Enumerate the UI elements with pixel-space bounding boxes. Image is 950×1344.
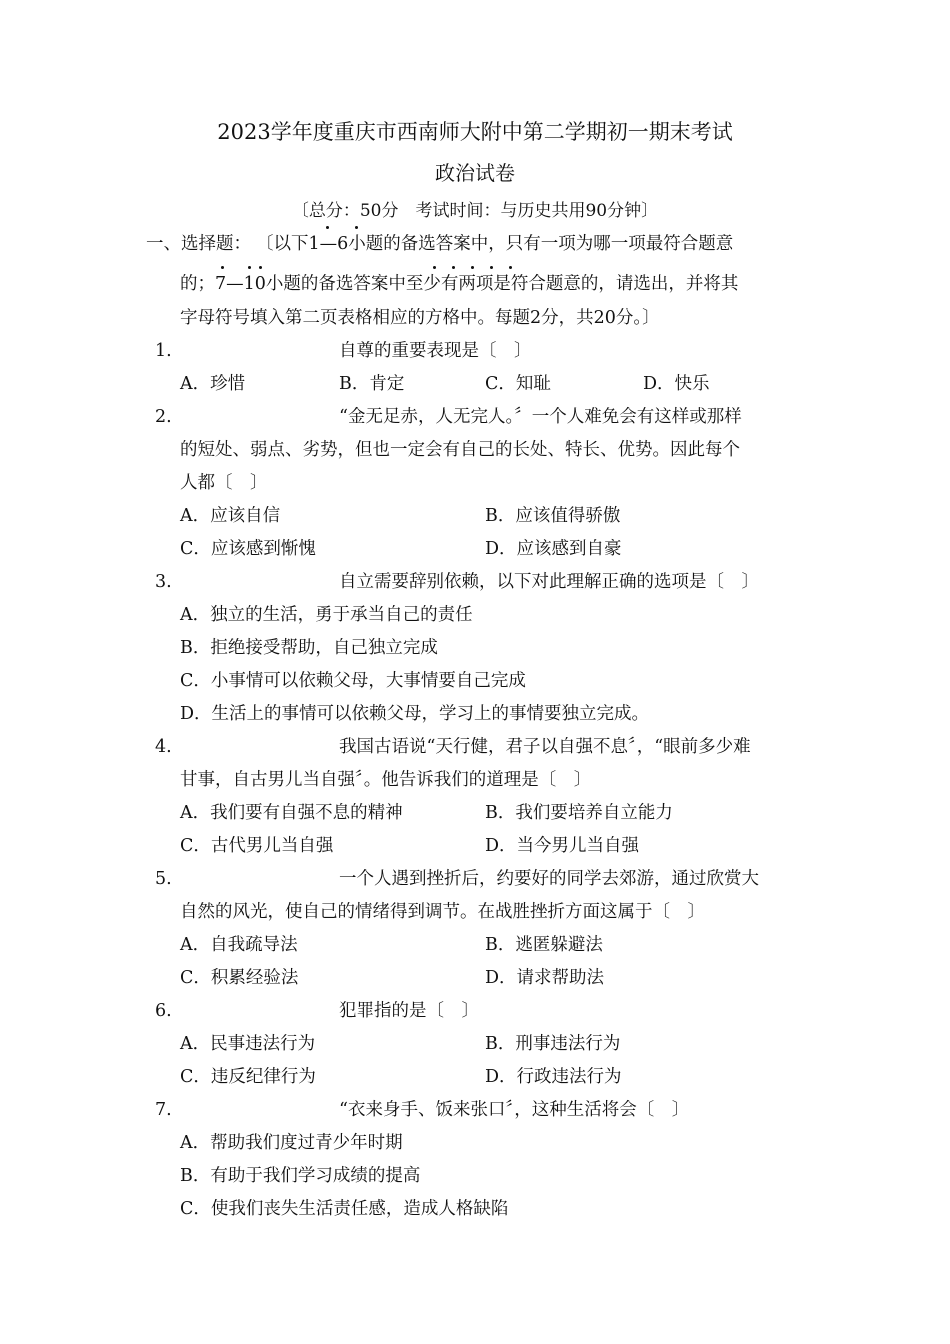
page-subtitle: 政治试卷 <box>435 161 515 185</box>
option-b: B．刑事违法行为 <box>485 1034 621 1054</box>
section-heading: 一、选择题： <box>146 234 251 254</box>
option-d: D．请求帮助法 <box>485 968 605 988</box>
option-a: A．我们要有自强不息的精神 <box>180 803 403 823</box>
option-c: C．古代男儿当自强 <box>180 836 334 856</box>
question-number: 7. <box>155 1100 172 1120</box>
question-number: 2. <box>155 407 172 427</box>
emphasis-dot <box>259 266 262 269</box>
option-c: C．知耻 <box>485 374 551 394</box>
emphasis-dot <box>326 226 329 229</box>
emphasis-dot <box>471 266 474 269</box>
question-stem: “衣来身手、饭来张口〞，这种生活将会〔 〕 <box>339 1100 690 1120</box>
option-c: C．使我们丧失生活责任感，造成人格缺陷 <box>180 1199 509 1219</box>
emphasis-dot <box>452 266 455 269</box>
question-stem: 人都〔 〕 <box>180 473 268 493</box>
option-d: D．行政违法行为 <box>485 1067 622 1087</box>
question-number: 3. <box>155 572 172 592</box>
exam-meta: 〔总分：50分 考试时间：与历史共用90分钟〕 <box>291 201 659 221</box>
option-a: A．珍惜 <box>180 374 246 394</box>
option-a: A．应该自信 <box>180 506 281 526</box>
question-stem: 我国古语说“天行健，君子以自强不息〞，“眼前多少难 <box>339 737 751 757</box>
option-b: B．有助于我们学习成绩的提高 <box>180 1166 421 1186</box>
question-number: 4. <box>155 737 172 757</box>
question-number: 1. <box>155 341 172 361</box>
option-b: B．逃匿躲避法 <box>485 935 603 955</box>
section-instruction-line: 字母符号填入第二页表格相应的方格中。每题2分，共20分。〕 <box>180 308 660 328</box>
option-d: D．应该感到自豪 <box>485 539 622 559</box>
option-d: D．生活上的事情可以依赖父母，学习上的事情要独立完成。 <box>180 704 650 724</box>
emphasis-dot <box>355 226 358 229</box>
option-b: B．应该值得骄傲 <box>485 506 621 526</box>
emphasis-dot <box>221 266 224 269</box>
option-c: C．违反纪律行为 <box>180 1067 316 1087</box>
question-number: 5. <box>155 869 172 889</box>
question-stem: 自尊的重要表现是〔 〕 <box>339 341 532 361</box>
section-instruction-line: 〔以下1—6小题的备选答案中，只有一项为哪一项最符合题意 <box>256 234 734 254</box>
option-d: D．快乐 <box>643 374 710 394</box>
option-d: D．当今男儿当自强 <box>485 836 640 856</box>
option-a: A．自我疏导法 <box>180 935 298 955</box>
option-a: A．帮助我们度过青少年时期 <box>180 1133 403 1153</box>
option-a: A．民事违法行为 <box>180 1034 316 1054</box>
emphasis-dot <box>433 266 436 269</box>
question-stem: 自立需要辞别依赖，以下对此理解正确的选项是〔 〕 <box>339 572 759 592</box>
question-stem: 犯罪指的是〔 〕 <box>339 1001 479 1021</box>
page-title: 2023学年度重庆市西南师大附中第二学期初一期末考试 <box>217 120 733 144</box>
question-stem: 自然的风光，使自己的情绪得到调节。在战胜挫折方面这属于〔 〕 <box>180 902 705 922</box>
option-c: C．积累经验法 <box>180 968 299 988</box>
emphasis-dot <box>490 266 493 269</box>
question-stem: 的短处、弱点、劣势，但也一定会有自己的长处、特长、优势。因此每个 <box>180 440 740 460</box>
option-b: B．拒绝接受帮助，自己独立完成 <box>180 638 438 658</box>
emphasis-dot <box>509 266 512 269</box>
question-stem: 一个人遇到挫折后，约要好的同学去郊游，通过欣赏大 <box>339 869 759 889</box>
option-c: C．小事情可以依赖父母，大事情要自己完成 <box>180 671 526 691</box>
question-stem: 甘事，自古男儿当自强〞。他告诉我们的道理是〔 〕 <box>180 770 592 790</box>
option-b: B．肯定 <box>339 374 405 394</box>
option-a: A．独立的生活，勇于承当自己的责任 <box>180 605 473 625</box>
section-instruction-line: 的；7—10小题的备选答案中至少有两项是符合题意的，请选出，并将其 <box>180 274 739 294</box>
option-c: C．应该感到惭愧 <box>180 539 316 559</box>
question-stem: “金无足赤，人无完人。〞一个人难免会有这样或那样 <box>339 407 742 427</box>
emphasis-dot <box>248 266 251 269</box>
option-b: B．我们要培养自立能力 <box>485 803 673 823</box>
question-number: 6. <box>155 1001 172 1021</box>
